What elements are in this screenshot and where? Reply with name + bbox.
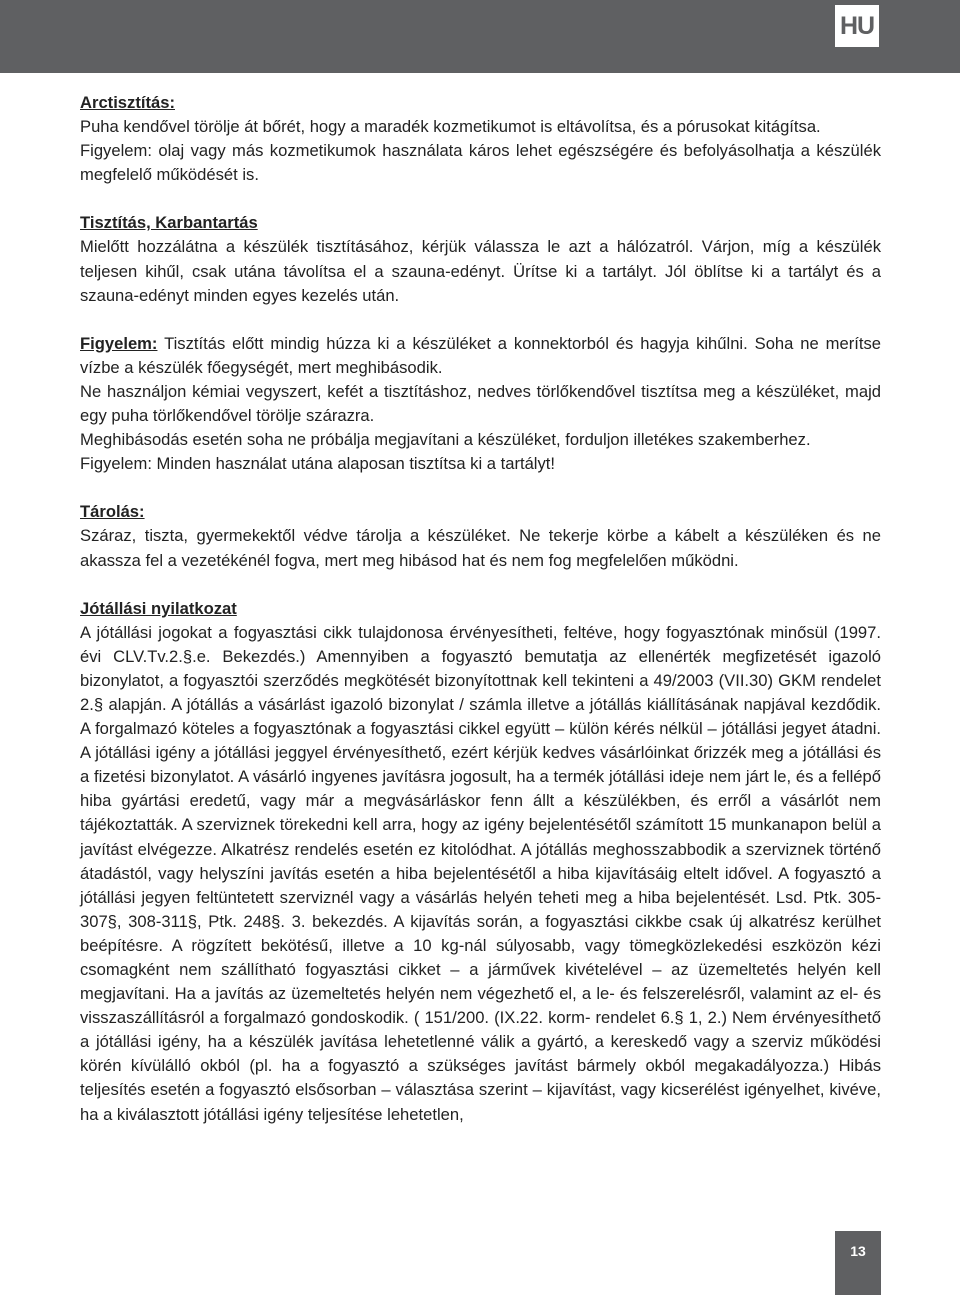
- section-heading: Arctisztítás:: [80, 93, 175, 112]
- paragraph: Mielőtt hozzálátna a készülék tisztításához, kérjük válassza le azt a hálózatról. Várjon, míg a készülék teljesen kihűl, csak utána távolítsa el a szauna-edényt. Ürítse ki a tartályt. Jól öblítse ki a tartályt és a szauna-edényt minden egyes kezelés után.: [80, 237, 881, 305]
- section-heading: Tárolás:: [80, 502, 145, 522]
- header-bar: [0, 0, 960, 73]
- language-badge: HU: [833, 3, 881, 49]
- paragraph: Figyelem: olaj vagy más kozmetikumok használata káros lehet egészségére és befolyásolhatja a készülék megfelelő működését is.: [80, 141, 881, 185]
- paragraph: Meghibásodás esetén soha ne próbálja megjavítani a készüléket, forduljon illetékes szakemberhez.: [80, 430, 811, 450]
- section-cleaning: [80, 211, 881, 307]
- section-storage: [80, 500, 881, 572]
- section-warranty: [80, 597, 881, 1127]
- section-warning: [80, 332, 881, 477]
- paragraph: Ne használjon kémiai vegyszert, kefét a tisztításhoz, nedves törlőkendővel tisztítsa meg a készüléket, majd egy puha törlőkendővel törölje szárazra.: [80, 381, 881, 426]
- page-number: 13: [835, 1231, 881, 1295]
- warning-label: Figyelem:: [80, 333, 158, 353]
- paragraph: Puha kendővel törölje át bőrét, hogy a maradék kozmetikumot is eltávolítsa, és a pórusokat kitágítsa.: [80, 117, 821, 137]
- section-heading: Jótállási nyilatkozat: [80, 598, 237, 618]
- section-face-cleansing: [80, 91, 881, 187]
- paragraph: Figyelem: Minden használat utána alaposan tisztítsa ki a tartályt!: [80, 454, 556, 474]
- paragraph: Száraz, tiszta, gyermekektől védve tárolja a készüléket. Ne tekerje körbe a kábelt a készüléken és ne akassza fel a vezetékénél fogva, mert meg hibásod hat és nem fog megfelelően működni.: [80, 526, 881, 570]
- warning-text: Tisztítás előtt mindig húzza ki a készüléket a konnektorból és hagyja kihűlni. Soha ne merítse vízbe a készülék főegységét, mert meghibásodik.: [80, 333, 881, 377]
- paragraph: A jótállási jogokat a fogyasztási cikk tulajdonosa érvényesítheti, feltéve, hogy fogyasztónak minősül (1997. évi CLV.Tv.2.§.e. Bekezdés.) Amennyiben a fogyasztó bemutatja az ellenérték megfizetését igazoló bizonylatot, a fogyasztói szerződés megkötését bizonyítottnak kell tekinteni a 49/2003 (VII.30) GKM rendelet 2.§ alapján. A jótállás a vásárlást igazoló bizonylat / számla illetve a jótállás kiállításának napjával kezdődik. A forgalmazó köteles a fogyasztónak a fogyasztási cikkel együtt – külön kérés nélkül – jótállási jegyet átadni. A jótállási igény a jótállási jeggyel érvényesíthető, ezért kérjük kedves vásárlóinkat őrizzék meg a jótállási és a fizetési bizonylatot. A vásárló ingyenes javításra jogosult, ha a termék jótállási ideje nem járt le, és a fellépő hiba gyártási eredetű, vagy már a megvásárláskor fenn állt a készülékben, és erről a vásárlót nem tájékoztatták. A szerviznek törekedni kell arra, hogy az igény bejelentésétől számított 15 munkanapon belül a javítást elvégezze. Alkatrész rendelés esetén ez kitolódhat. A jótállás meghosszabbodik a szerviznek történő átadástól, vagy helyszíni javítás esetén a hiba bejelentésétől a hiba kijavításáig eltelt idővel. A fogyasztó a jótállási jegyen feltüntetett szerviznél vagy a vásárlás helyén teheti meg a hiba bejelentését. Lsd. Ptk. 305-307§, 308-311§, Ptk. 248§. 3. bekezdés. A kijavítás során, a fogyasztási cikkbe csak új alkatrész kerülhet beépítésre. A rögzített bekötésű, illetve a 10 kg-nál súlyosabb, vagy tömegközlekedési eszközön kézi csomagként nem szállítható fogyasztási cikket – a járművek kivételével – az üzemeltetés helyén kell megjavítani. Ha a javítás az üzemeltetés helyén nem végezhető el, a le- és felszerelésről, valamint az el- és visszaszállításról a forgalmazó gondoskodik. ( 151/200. (IX.22. korm- rendelet 6.§ 1, 2.) Nem érvényesíthető a jótállási igény, ha a készülék javítása lehetetlenné válik a gyártó, a kereskedő vagy a szerviz működési körén kívülálló okból (pl. ha a fogyasztó a szükséges javítást bármely okból megakadályozza.) Hibás teljesítés esetén a fogyasztó elsősorban – választása szerint – kijavítást, vagy kicserélést igényelhet, kivéve, ha a kiválasztott jótállási igény teljesítése lehetetlen,: [80, 622, 881, 1124]
- document-body: [80, 91, 881, 1151]
- section-heading: Tisztítás, Karbantartás: [80, 213, 258, 233]
- warning-paragraph: [80, 332, 881, 380]
